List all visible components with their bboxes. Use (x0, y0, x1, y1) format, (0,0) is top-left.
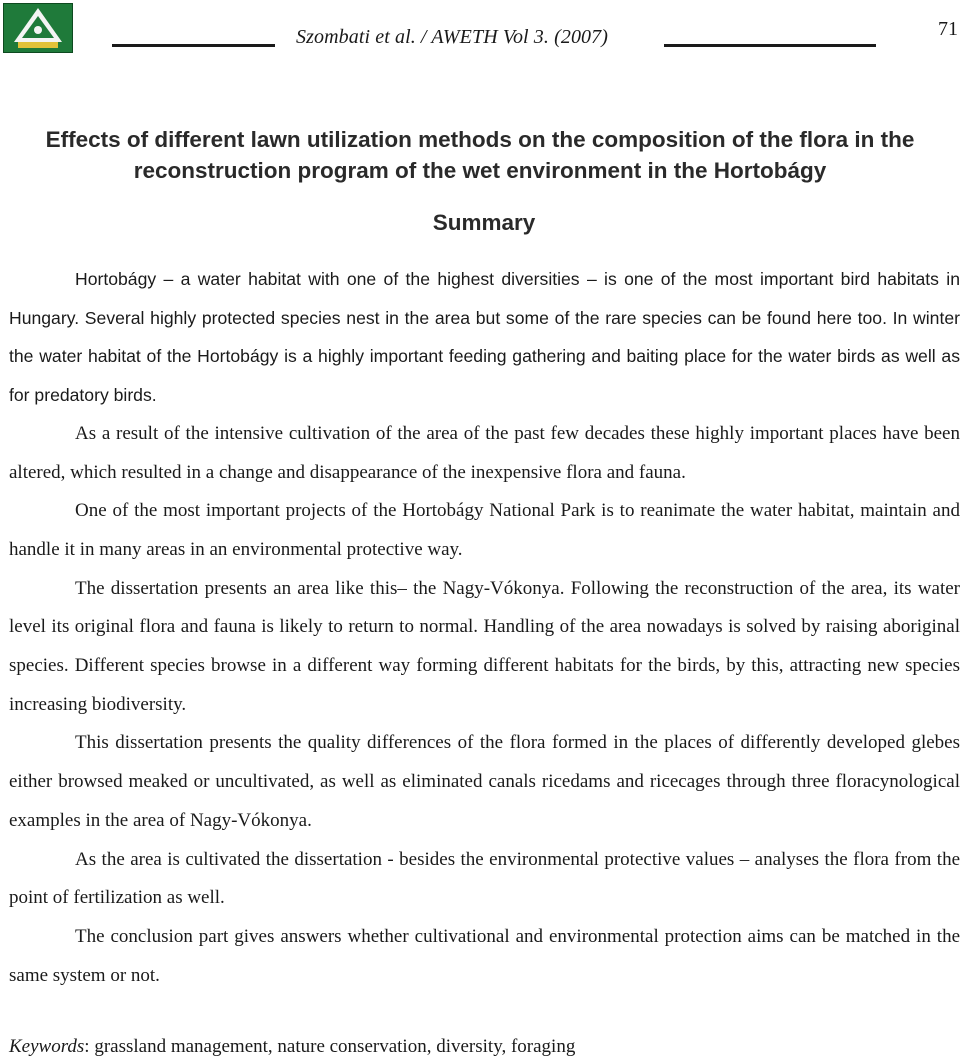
article-title-line-1: Effects of different lawn utilization methods on the composition of the flora in the (45, 127, 915, 152)
summary-paragraph: The dissertation presents an area like this– the Nagy-Vókonya. Following the reconstruction of the area, its water level its original flora and fauna is likely to return to normal. Handling of the area nowadays is solved by raising aboriginal species. Different species browse in a different way forming different habitats for the birds, by this, attracting new species increasing biodiversity. (9, 577, 960, 715)
summary-paragraph: As a result of the intensive cultivation of the area of the past few decades these highly important places have been altered, which resulted in a change and disappearance of the inexpensive flora and fauna. (9, 422, 960, 483)
journal-logo (3, 3, 73, 53)
summary-paragraph: The conclusion part gives answers whether cultivational and environmental protection aims can be matched in the same system or not. (9, 925, 960, 986)
summary-body (9, 260, 960, 995)
keywords-text: : grassland management, nature conservation, diversity, foraging (84, 1036, 576, 1057)
summary-heading: Summary (432, 210, 536, 235)
summary-paragraph: Hortobágy – a water habitat with one of the highest diversities – is one of the most important bird habitats in Hungary. Several highly protected species nest in the area but some of the rare species can be found here too. In winter the water habitat of the Hortobágy is a highly important feeding gathering and baiting place for the water birds as well as for predatory birds. (9, 269, 960, 406)
article-title-line-2: reconstruction program of the wet environment in the Hortobágy (133, 158, 827, 183)
keywords-label: Keywords (9, 1036, 85, 1057)
running-head: Szombati et al. / AWETH Vol 3. (2007) (296, 26, 609, 48)
page-header (0, 0, 960, 56)
summary-paragraph: As the area is cultivated the dissertation - besides the environmental protective values – analyses the flora from the point of fertilization as well. (9, 848, 960, 909)
page-number: 71 (938, 18, 958, 40)
summary-paragraph: One of the most important projects of the Hortobágy National Park is to reanimate the water habitat, maintain and handle it in many areas in an environmental protective way. (9, 500, 960, 560)
summary-paragraph: This dissertation presents the quality differences of the flora formed in the places of differently developed glebes either browsed meaked or uncultivated, as well as eliminated canals ricedams and ricecages through three floracynological examples in the area of Nagy-Vókonya. (9, 732, 960, 831)
header-rule-right (664, 44, 876, 47)
keywords-line (9, 1036, 575, 1058)
header-rule-left (112, 44, 275, 47)
article-title (0, 124, 960, 186)
